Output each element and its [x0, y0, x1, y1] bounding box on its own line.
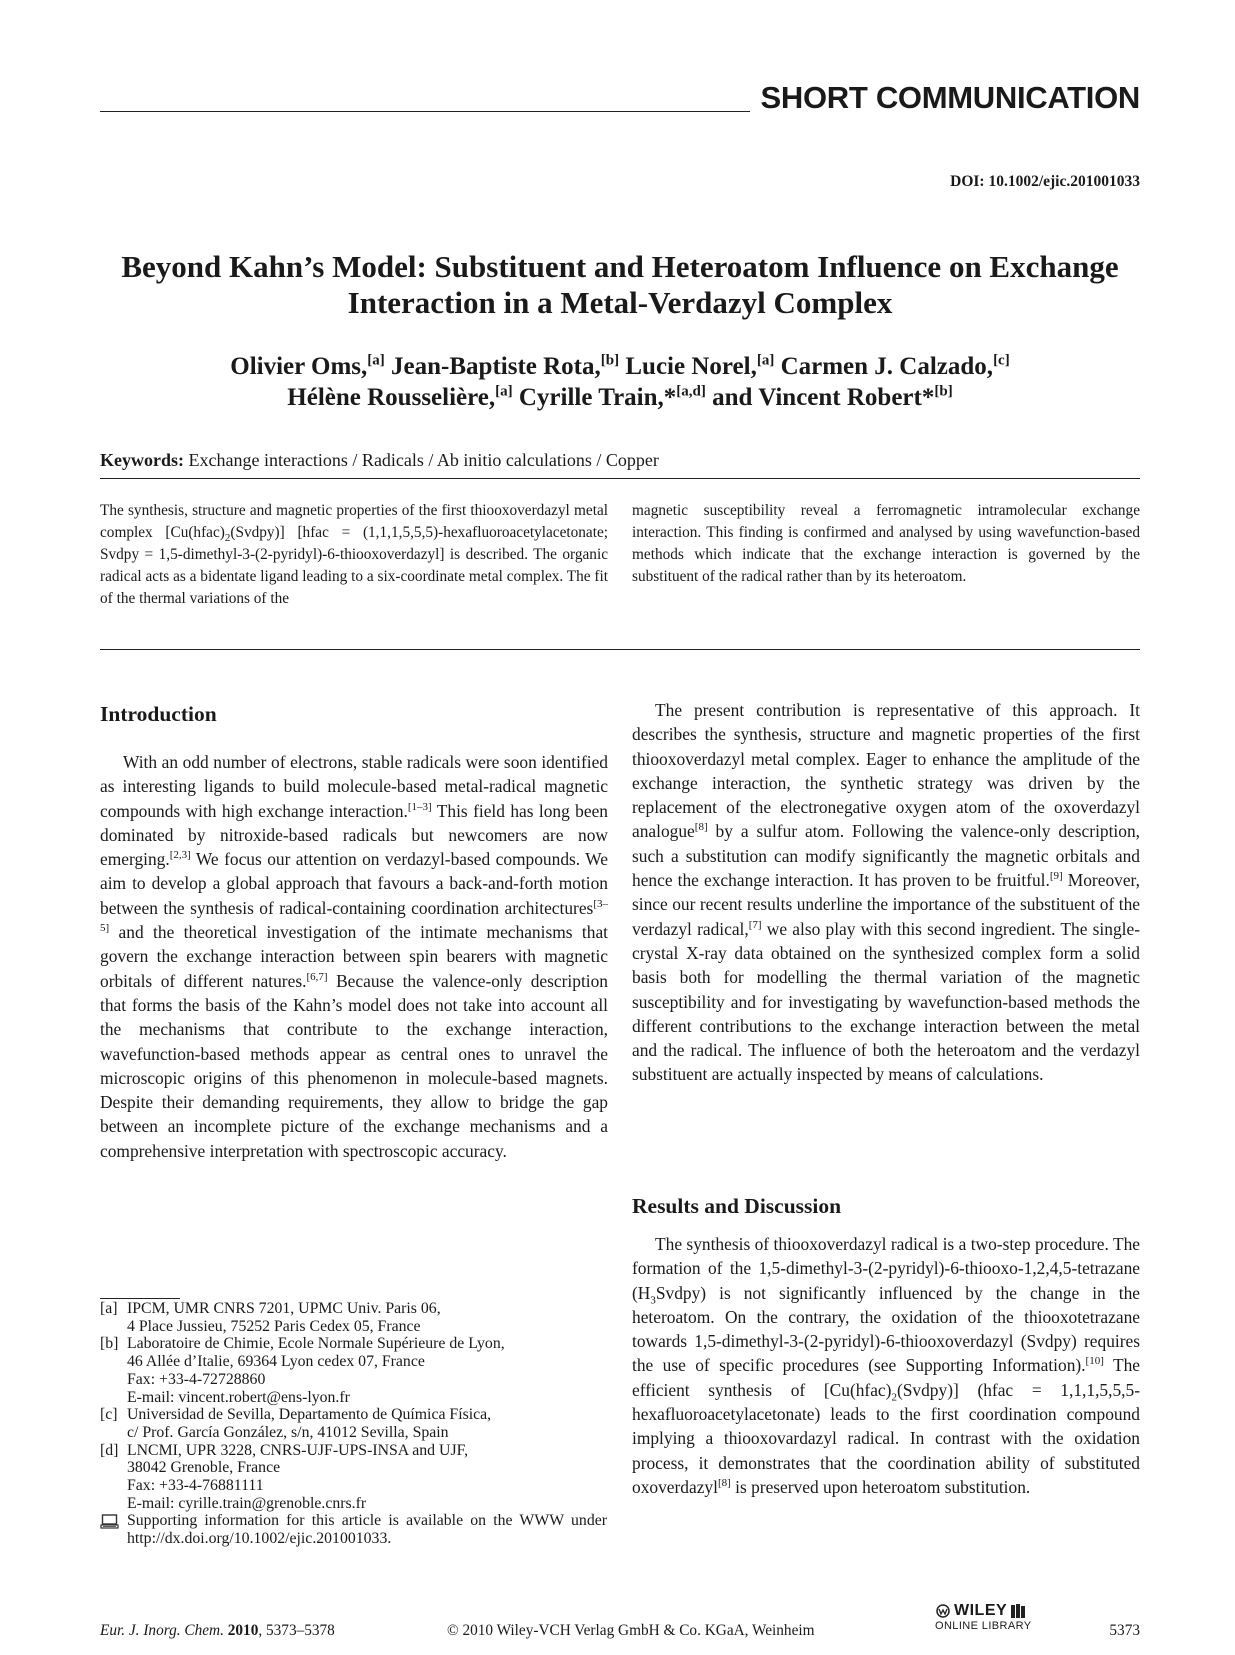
affiliations: [100, 1300, 608, 1548]
journal-name: Eur. J. Inorg. Chem.: [100, 1622, 224, 1639]
keywords-rule: [100, 478, 1140, 479]
affiliation-email[interactable]: E-mail: vincent.robert@ens-lyon.fr: [127, 1388, 350, 1406]
text-run: This field has long been dominated by nitroxide-based radicals but newcomers are now emerging.: [100, 800, 608, 870]
citation: [9]: [1049, 870, 1063, 883]
citation: [8]: [717, 1477, 731, 1490]
affiliation-tag: [c]: [100, 1406, 118, 1424]
results-body: [632, 1232, 1140, 1499]
abstract-text: The synthesis, structure and magnetic properties of the first thiooxoverdazyl metal complex [Cu(hfac): [100, 502, 608, 541]
text-run: We focus our attention on verdazyl-based compounds. We aim to develop a global approach that favours a back-and-forth motion between the synthesis of radical-containing coordination architectures: [100, 849, 608, 918]
author-affiliation: [b]: [934, 383, 953, 400]
citation: [6,7]: [306, 970, 328, 983]
abstract-text: (Svdpy)] [hfac = (1,1,1,5,5,5)-hexafluoroacetylacetonate; Svdpy = 1,5-dimethyl-3-(2-pyridyl)-6-thiooxoverdazyl] is described. The organic radical acts as a bidentate ligand leading to a six-coordinate metal complex. The fit of the thermal variations of the: [100, 524, 609, 607]
affiliation-c: [100, 1406, 608, 1441]
author-name: Carmen J. Calzado,: [780, 353, 994, 380]
citation: [2,3]: [169, 849, 191, 862]
subscript: 2: [224, 532, 231, 545]
author-name: Jean-Baptiste Rota,: [391, 353, 601, 380]
text-run: by a sulfur atom. Following the valence-only description, such a substitution can modify significantly the magnetic orbitals and hence the exchange interaction. It has proven to be fruitful.: [632, 821, 1140, 891]
text-run: The synthesis of thiooxoverdazyl radical is a two-step procedure. The formation of the 1,5-dimethyl-3-(2-pyridyl)-6-thiooxo-1,2,4,5-tetrazane (H: [632, 1234, 1140, 1303]
right-intro-paragraph: [632, 698, 1140, 1087]
affiliation-rule: [100, 1298, 180, 1299]
text-run: With an odd number of electrons, stable radicals were soon identified as interesting ligands to build molecule-based metal-radical magnetic compounds with high exchange interaction.: [100, 752, 608, 821]
journal-pages: , 5373–5378: [258, 1622, 335, 1639]
affiliation-tag: [d]: [100, 1441, 119, 1459]
citation: [8]: [694, 821, 708, 834]
introduction-body: [100, 750, 608, 1163]
wiley-logo[interactable]: [935, 1602, 1047, 1644]
wiley-logo-word: WILEY: [954, 1602, 1008, 1619]
doi: DOI: 10.1002/ejic.201001033: [950, 173, 1140, 190]
citation: [3–5]: [100, 897, 608, 935]
affiliation-line: c/ Prof. García González, s/n, 41012 Sevilla, Spain: [127, 1423, 449, 1441]
wiley-logo-subtitle: ONLINE LIBRARY: [935, 1620, 1032, 1632]
author-line-2: [100, 382, 1140, 413]
author-affiliation: [a]: [367, 352, 385, 369]
results-heading: Results and Discussion: [632, 1194, 842, 1218]
text-run: is preserved upon heteroatom substitution.: [730, 1476, 1031, 1497]
text-run: The efficient synthesis of [Cu(hfac): [632, 1355, 1140, 1400]
author-affiliation: [a]: [495, 383, 513, 400]
text-run: (Svdpy)] (hfac = 1,1,1,5,5,5-hexafluoroacetylacetonate) leads to the first coordination compound implying a thiooxovardazyl radical. In contrast with the oxidation process, it demonstrates that the coordination ability of substituted oxoverdazyl: [632, 1379, 1140, 1497]
text-run: The present contribution is representative of this approach. It describes the synthesis, structure and magnetic properties of the first thiooxoverdazyl metal complex. Eager to enhance the amplitude of the exchange interaction, the synthetic strategy was driven by the replacement of the electronegative oxygen atom of the oxoverdazyl analogue: [632, 700, 1140, 842]
text-run: and the theoretical investigation of the intimate mechanisms that govern the exchange interaction between spin bearers with magnetic orbitals of different natures.: [100, 922, 608, 991]
author-affiliation: [b]: [600, 352, 620, 369]
affiliation-line: LNCMI, UPR 3228, CNRS-UJF-UPS-INSA and UJF,: [127, 1441, 469, 1459]
citation: [10]: [1085, 1355, 1104, 1368]
text-run: Moreover, since our recent results underline the importance of the substituent of the verdazyl radical,: [632, 870, 1140, 939]
author-name: Cyrille Train,*: [518, 384, 677, 411]
title-line-2: Interaction in a Metal-Verdazyl Complex: [347, 285, 893, 320]
keywords: [100, 450, 659, 471]
abstract-rule: [100, 649, 1140, 650]
subscript: 2: [891, 1391, 897, 1404]
computer-icon: [100, 1512, 127, 1547]
results-paragraph: [632, 1232, 1140, 1499]
author-name: and Vincent Robert*: [712, 384, 935, 411]
book-stack-icon: [1010, 1603, 1028, 1619]
affiliation-line: 46 Allée d’Italie, 69364 Lyon cedex 07, France: [127, 1353, 425, 1371]
affiliation-d: [100, 1442, 608, 1513]
citation: [1–3]: [407, 800, 432, 813]
author-name: Lucie Norel,: [625, 353, 757, 380]
affiliation-b: [100, 1335, 608, 1406]
citation: [7]: [748, 918, 762, 931]
affiliation-line: 4 Place Jussieu, 75252 Paris Cedex 05, France: [127, 1317, 421, 1335]
affiliation-line: Universidad de Sevilla, Departamento de Química Física,: [127, 1406, 492, 1424]
footer-copyright: © 2010 Wiley-VCH Verlag GmbH & Co. KGaA, Weinheim: [447, 1622, 815, 1639]
text-run: Because the valence-only description that forms the basis of the Kahn’s model does not take into account all the mechanisms that contribute to the exchange interaction, wavefunction-based methods appear as central ones to unravel the microscopic origins of this phenomenon in molecule-based magnets. Despite their demanding requirements, they allow to bridge the gap between an incomplete picture of the exchange mechanisms and a comprehensive interpretation with spectroscopic accuracy.: [100, 970, 608, 1161]
introduction-paragraph: [100, 750, 608, 1163]
abstract-right: magnetic susceptibility reveal a ferromagnetic intramolecular exchange interaction. This finding is confirmed and analysed by using wavefunction-based methods which indicate that the exchange interaction is governed by the substituent of the radical rather than by its heteroatom.: [632, 502, 1140, 585]
author-name: Hélène Rousselière,: [287, 384, 496, 411]
author-affiliation: [c]: [993, 352, 1010, 369]
author-list: [100, 351, 1140, 413]
title-line-1: Beyond Kahn’s Model: Substituent and Heteroatom Influence on Exchange: [121, 249, 1119, 284]
wiley-mark-icon: [935, 1604, 951, 1618]
affiliation-tag: [a]: [100, 1300, 118, 1317]
affiliation-line: Fax: +33-4-76881111: [127, 1477, 264, 1495]
author-name: Olivier Oms,: [230, 353, 368, 380]
supporting-info: [100, 1512, 608, 1547]
affiliation-tag: [b]: [100, 1335, 119, 1353]
section-label: SHORT COMMUNICATION: [760, 80, 1140, 115]
affiliation-line: Fax: +33-4-72728860: [127, 1370, 266, 1388]
author-affiliation: [a]: [756, 352, 775, 369]
subscript: 3: [650, 1294, 656, 1307]
affiliation-a: [100, 1300, 608, 1335]
text-run: Svdpy) is not significantly influenced by the change in the heteroatom. On the contrary, the oxidation of the thiooxotetrazane towards 1,5-dimethyl-3-(2-pyridyl)-6-thiooxoverdazyl (Svdpy) requires the use of specific procedures (see Supporting Information).: [632, 1282, 1140, 1376]
author-affiliation: [a,d]: [676, 383, 706, 400]
article-title: [100, 249, 1140, 321]
affiliation-email[interactable]: E-mail: cyrille.train@grenoble.cnrs.fr: [127, 1494, 367, 1512]
author-line-1: [100, 351, 1140, 382]
footer-journal: [100, 1622, 335, 1640]
abstract-left: [100, 500, 608, 610]
affiliation-line: IPCM, UMR CNRS 7201, UPMC Univ. Paris 06,: [127, 1300, 441, 1317]
supporting-info-text[interactable]: Supporting information for this article is available on the WWW under http://dx.doi.org/10.1002/ejic.201001033.: [127, 1512, 607, 1548]
header-rule: [100, 111, 750, 112]
text-run: we also play with this second ingredient. The single-crystal X-ray data obtained on the synthesized complex form a solid basis both for modelling the thermal variation of the magnetic susceptibility and for investigating by wavefunction-based methods the different contributions to the exchange interaction between the metal and the radical. The influence of both the heteroatom and the verdazyl substituent are actually inspected by means of calculations.: [632, 918, 1141, 1085]
introduction-heading: Introduction: [100, 702, 217, 726]
keywords-label: Keywords:: [100, 450, 184, 470]
affiliation-line: 38042 Grenoble, France: [127, 1459, 281, 1477]
keywords-text: Exchange interactions / Radicals / Ab initio calculations / Copper: [188, 450, 659, 470]
page-number: 5373: [1109, 1622, 1140, 1639]
right-intro-body: [632, 698, 1140, 1087]
affiliation-line: Laboratoire de Chimie, Ecole Normale Supérieure de Lyon,: [127, 1335, 505, 1353]
journal-year: 2010: [227, 1622, 259, 1639]
